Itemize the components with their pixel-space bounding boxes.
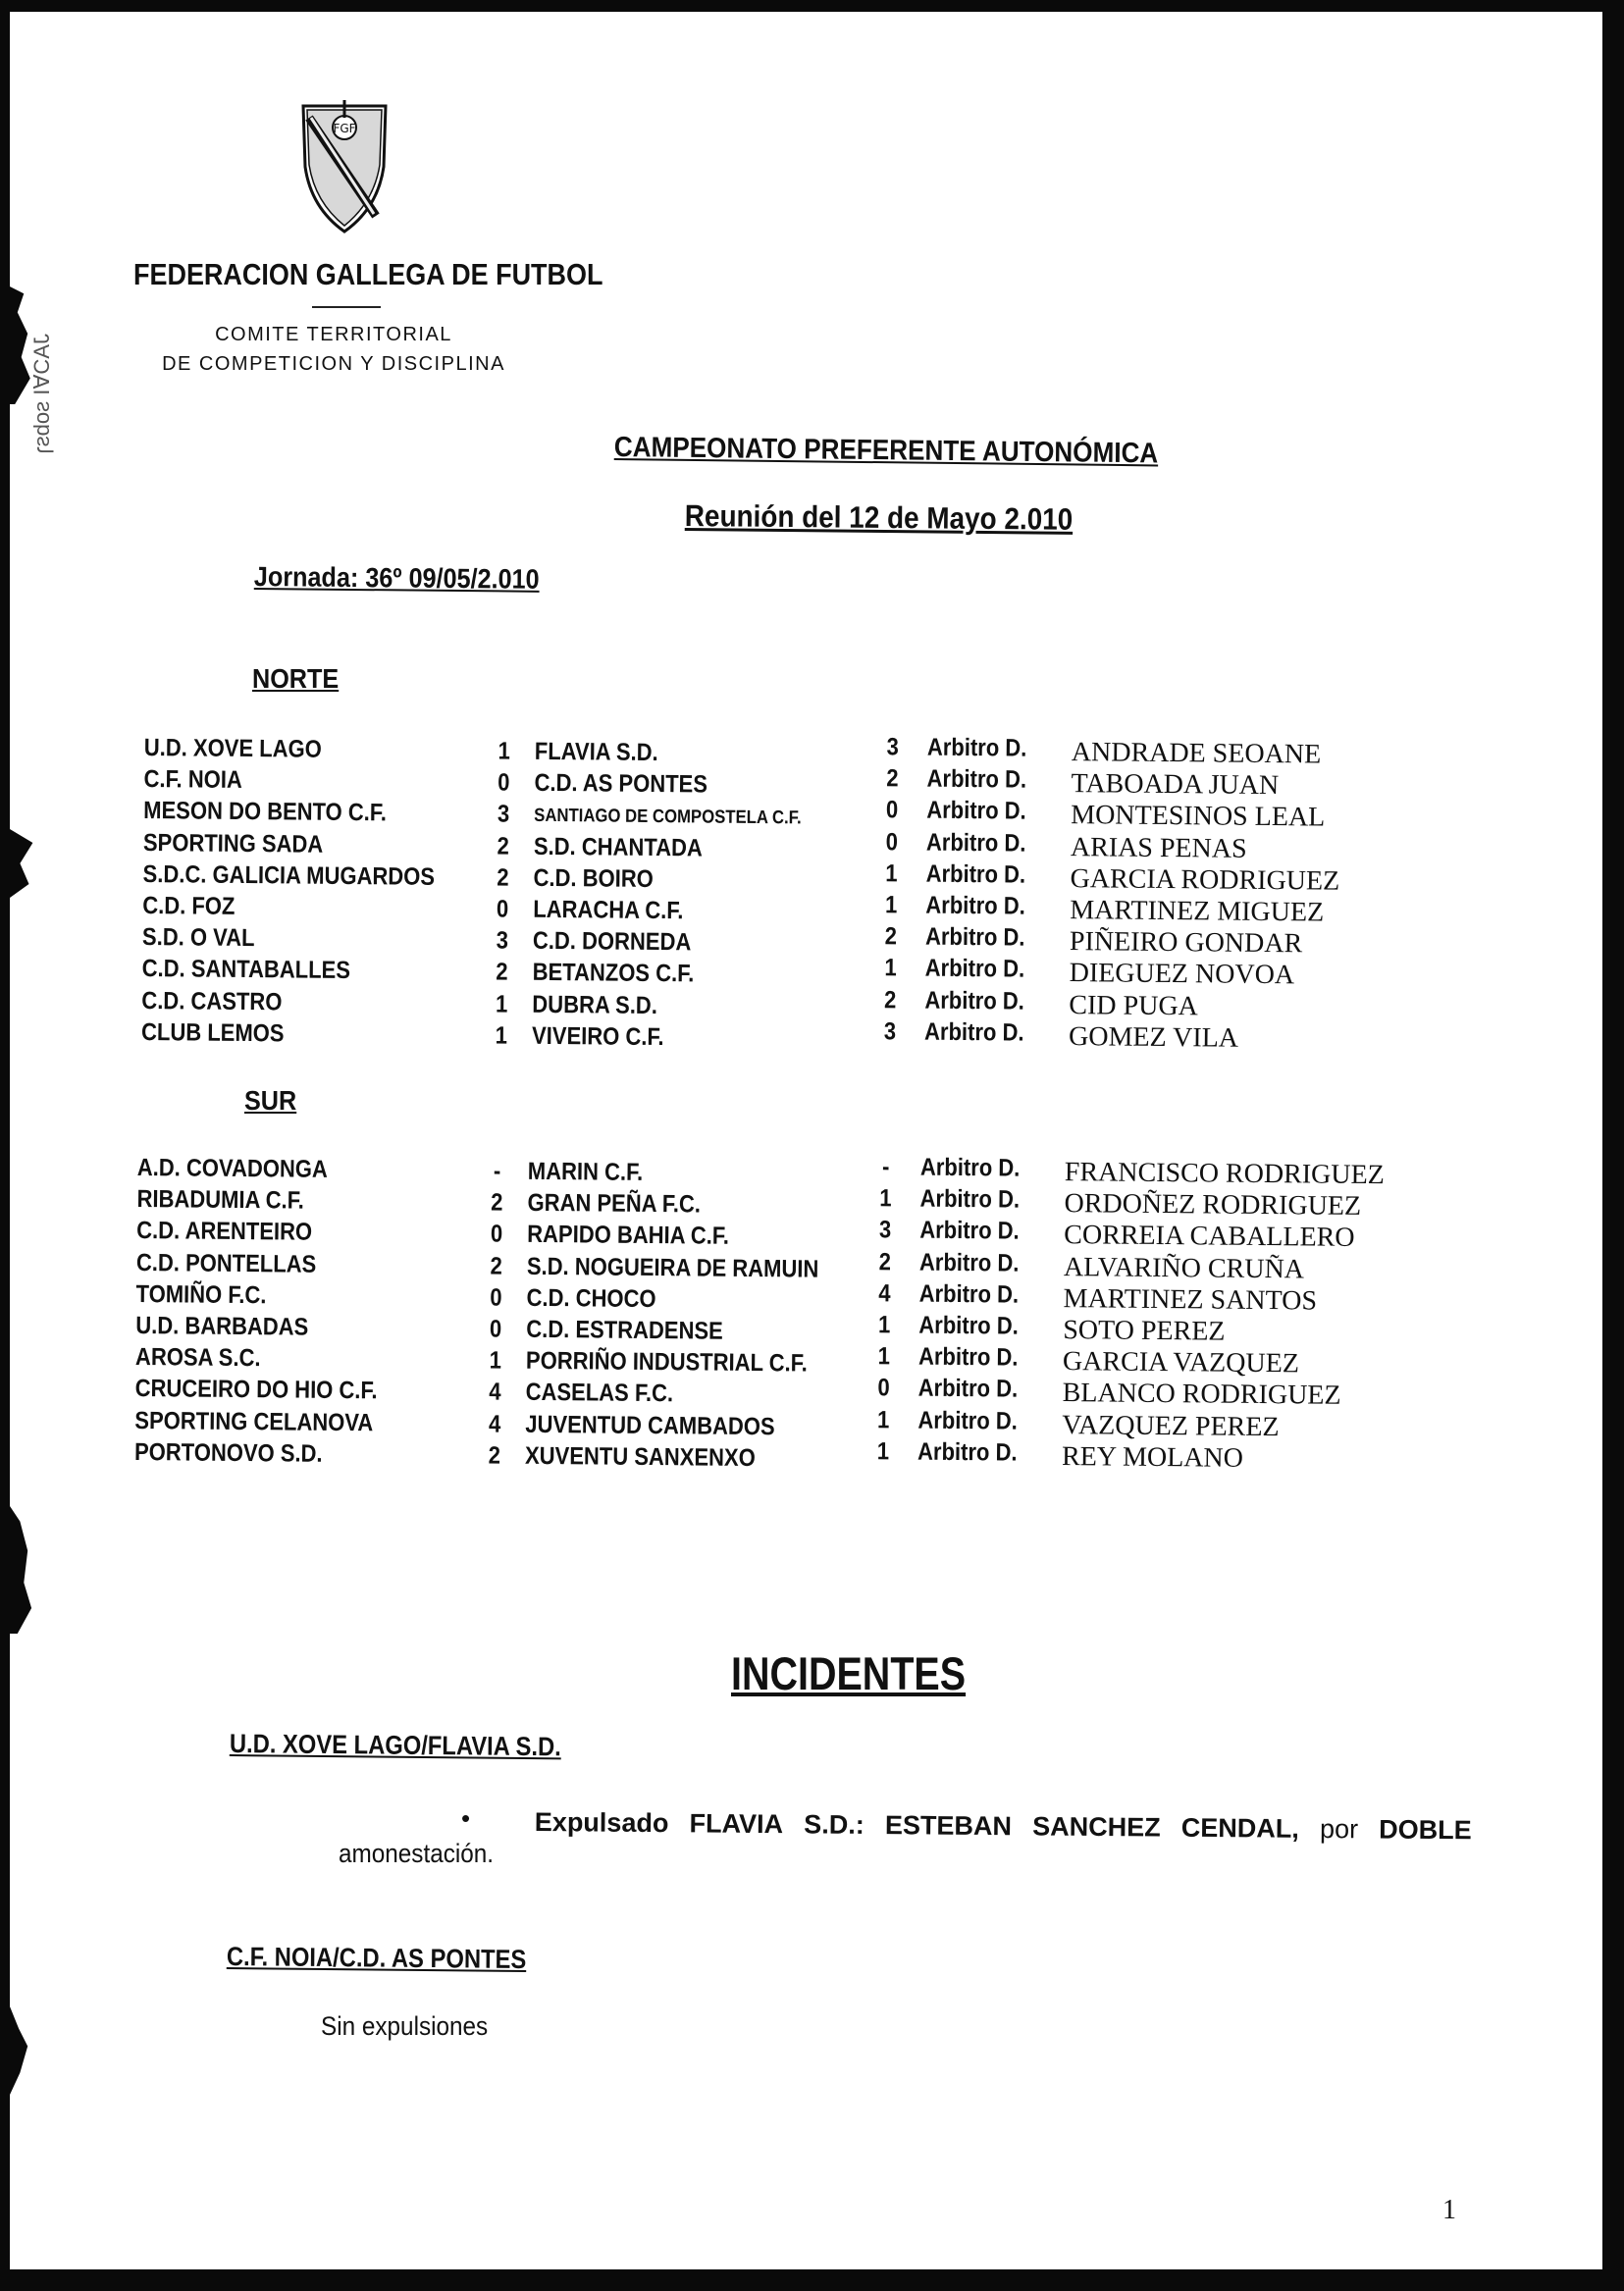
referee-name: ANDRADE SEOANE xyxy=(1071,737,1322,770)
away-team: VIVEIRO C.F. xyxy=(531,1021,664,1051)
away-goals: 1 xyxy=(876,1405,890,1433)
incident-text-continuation: amonestación. xyxy=(339,1839,495,1868)
away-team: DUBRA S.D. xyxy=(532,990,658,1019)
home-team: C.D. CASTRO xyxy=(141,986,283,1015)
svg-text:FGF: FGF xyxy=(333,122,356,135)
referee-name: SOTO PEREZ xyxy=(1063,1315,1226,1347)
away-goals: 1 xyxy=(884,954,897,982)
home-team: S.D. O VAL xyxy=(141,923,255,953)
referee-name: GARCIA VAZQUEZ xyxy=(1062,1346,1300,1380)
away-goals: 2 xyxy=(886,764,899,793)
meeting-date: Reunión del 12 de Mayo 2.010 xyxy=(684,498,1074,537)
home-team: CRUCEIRO DO HIO C.F. xyxy=(134,1375,378,1405)
referee-label: Arbitro D. xyxy=(924,954,1025,983)
section-title-norte: NORTE xyxy=(252,663,340,694)
home-team: PORTONOVO S.D. xyxy=(133,1437,323,1468)
referee-label: Arbitro D. xyxy=(917,1406,1019,1435)
away-team: CASELAS F.C. xyxy=(525,1379,674,1408)
referee-label: Arbitro D. xyxy=(919,1153,1021,1182)
result-row xyxy=(134,1438,1420,1483)
away-goals: 1 xyxy=(877,1311,891,1339)
referee-label: Arbitro D. xyxy=(917,1342,1019,1372)
home-goals: 2 xyxy=(496,958,508,986)
away-team: S.D. CHANTADA xyxy=(533,832,703,862)
away-goals: 1 xyxy=(884,891,898,919)
matchday: Jornada: 36º 09/05/2.010 xyxy=(253,561,540,595)
away-team: GRAN PEÑA F.C. xyxy=(527,1189,702,1219)
referee-label: Arbitro D. xyxy=(926,733,1027,762)
away-goals: 3 xyxy=(878,1216,892,1244)
home-goals: 1 xyxy=(495,989,508,1018)
committee-name xyxy=(128,320,540,379)
referee-label: Arbitro D. xyxy=(925,891,1025,920)
referee-name: ALVARIÑO CRUÑA xyxy=(1063,1251,1305,1284)
referee-name: MONTESINOS LEAL xyxy=(1071,800,1326,833)
away-team: S.D. NOGUEIRA DE RAMUIN xyxy=(526,1252,819,1283)
referee-name: TABOADA JUAN xyxy=(1071,768,1280,802)
away-goals: 3 xyxy=(886,733,899,761)
referee-name: ORDOÑEZ RODRIGUEZ xyxy=(1064,1188,1362,1223)
referee-name: VAZQUEZ PEREZ xyxy=(1062,1409,1280,1442)
referee-name: MARTINEZ MIGUEZ xyxy=(1070,895,1325,928)
home-goals: 0 xyxy=(496,895,509,923)
section-title-sur: SUR xyxy=(244,1085,297,1116)
home-team: MESON DO BENTO C.F. xyxy=(143,797,388,827)
home-team: CLUB LEMOS xyxy=(140,1017,285,1048)
home-goals: 2 xyxy=(488,1441,501,1470)
away-team: RAPIDO BAHIA C.F. xyxy=(527,1221,730,1251)
referee-name: FRANCISCO RODRIGUEZ xyxy=(1064,1157,1385,1191)
home-team: SPORTING SADA xyxy=(142,828,324,859)
incident-match-heading: C.F. NOIA/C.D. AS PONTES xyxy=(226,1942,527,1975)
home-team: RIBADUMIA C.F. xyxy=(136,1185,304,1215)
incident-word: DOBLE xyxy=(1379,1814,1472,1846)
federation-crest-logo xyxy=(299,98,390,235)
away-team: C.D. AS PONTES xyxy=(534,769,708,799)
away-team: BETANZOS C.F. xyxy=(532,959,695,988)
away-team: C.D. CHOCO xyxy=(526,1283,656,1313)
referee-name: CID PUGA xyxy=(1069,989,1199,1021)
referee-name: DIEGUEZ NOVOA xyxy=(1069,958,1295,991)
committee-line-1: COMITE TERRITORIAL xyxy=(215,324,452,345)
home-team: SPORTING CELANOVA xyxy=(134,1406,374,1436)
away-goals: 1 xyxy=(879,1184,892,1213)
result-row xyxy=(141,1018,1417,1063)
away-goals: 1 xyxy=(885,859,898,888)
home-team: C.D. SANTABALLES xyxy=(141,955,351,985)
referee-name: REY MOLANO xyxy=(1061,1440,1244,1474)
away-goals: 2 xyxy=(884,922,898,951)
home-goals: 1 xyxy=(489,1346,502,1375)
incident-word: FLAVIA xyxy=(689,1808,784,1840)
away-goals: 0 xyxy=(885,827,899,856)
referee-label: Arbitro D. xyxy=(917,1374,1019,1403)
home-goals: 4 xyxy=(488,1409,501,1438)
referee-label: Arbitro D. xyxy=(918,1279,1020,1309)
home-goals: 2 xyxy=(497,832,509,860)
referee-label: Arbitro D. xyxy=(923,1017,1024,1047)
incident-word: CENDAL, xyxy=(1180,1812,1299,1844)
home-goals: 2 xyxy=(491,1188,503,1217)
home-goals: 0 xyxy=(489,1315,502,1343)
away-team: LARACHA C.F. xyxy=(533,895,684,925)
home-goals: 2 xyxy=(490,1252,502,1280)
home-goals: 3 xyxy=(496,926,509,955)
referee-label: Arbitro D. xyxy=(926,797,1026,826)
home-team: TOMIÑO F.C. xyxy=(135,1279,267,1310)
referee-name: PIÑEIRO GONDAR xyxy=(1069,926,1303,960)
home-team: C.D. FOZ xyxy=(142,891,236,920)
referee-name: ARIAS PENAS xyxy=(1070,831,1247,864)
home-team: S.D.C. GALICIA MUGARDOS xyxy=(142,859,436,891)
incident-match-heading: U.D. XOVE LAGO/FLAVIA S.D. xyxy=(229,1729,561,1762)
away-team: JUVENTUD CAMBADOS xyxy=(525,1410,775,1440)
referee-name: MARTINEZ SANTOS xyxy=(1063,1282,1318,1317)
incident-word: Expulsado xyxy=(534,1807,669,1839)
home-goals: 0 xyxy=(498,768,510,797)
referee-label: Arbitro D. xyxy=(918,1248,1020,1277)
referee-label: Arbitro D. xyxy=(917,1437,1018,1467)
referee-name: BLANCO RODRIGUEZ xyxy=(1062,1378,1341,1412)
referee-name: GOMEZ VILA xyxy=(1068,1020,1239,1054)
home-team: AROSA S.C. xyxy=(134,1343,261,1373)
home-team: A.D. COVADONGA xyxy=(136,1154,328,1183)
referee-name: CORREIA CABALLERO xyxy=(1064,1220,1355,1254)
divider xyxy=(312,306,381,308)
organization-name: FEDERACION GALLEGA DE FUTBOL xyxy=(133,257,603,291)
side-stamp: JAƆ∀I sobsɿ xyxy=(29,334,54,454)
away-goals: 1 xyxy=(877,1342,891,1371)
page-number: 1 xyxy=(1442,2195,1456,2225)
referee-label: Arbitro D. xyxy=(925,828,1026,858)
bullet-icon: • xyxy=(461,1803,471,1833)
away-goals: 1 xyxy=(876,1436,890,1466)
away-team: C.D. BOIRO xyxy=(533,863,654,893)
home-goals: 0 xyxy=(490,1220,503,1248)
referee-name: GARCIA RODRIGUEZ xyxy=(1070,862,1340,897)
referee-label: Arbitro D. xyxy=(918,1311,1019,1340)
away-goals: - xyxy=(881,1153,890,1181)
home-goals: 0 xyxy=(490,1283,502,1312)
home-goals: 1 xyxy=(498,737,510,765)
home-goals: 3 xyxy=(497,800,510,828)
incident-text xyxy=(535,1807,1472,1846)
away-goals: 2 xyxy=(883,985,897,1014)
incident-note: Sin expulsiones xyxy=(321,2011,489,2041)
results-table-norte xyxy=(141,734,1420,1062)
torn-edge xyxy=(10,829,35,898)
referee-label: Arbitro D. xyxy=(919,1217,1020,1246)
home-goals: 4 xyxy=(489,1378,501,1406)
torn-edge xyxy=(10,2006,35,2095)
incident-word: ESTEBAN xyxy=(884,1810,1013,1842)
away-team: XUVENTU SANXENXO xyxy=(524,1441,756,1472)
away-team: FLAVIA S.D. xyxy=(534,737,658,767)
torn-edge xyxy=(10,1506,35,1634)
incident-word: por xyxy=(1319,1813,1359,1845)
away-team: SANTIAGO DE COMPOSTELA C.F. xyxy=(534,806,802,829)
away-goals: 3 xyxy=(883,1016,897,1046)
incidents-title: INCIDENTES xyxy=(731,1647,967,1699)
away-goals: 4 xyxy=(878,1279,891,1308)
referee-label: Arbitro D. xyxy=(924,986,1025,1015)
home-goals: 2 xyxy=(497,863,509,892)
home-goals: - xyxy=(493,1157,501,1185)
home-team: U.D. XOVE LAGO xyxy=(143,734,322,763)
away-team: MARIN C.F. xyxy=(527,1157,644,1186)
home-team: C.F. NOIA xyxy=(143,765,242,795)
away-team: C.D. DORNEDA xyxy=(532,926,692,957)
referee-label: Arbitro D. xyxy=(926,764,1027,794)
referee-label: Arbitro D. xyxy=(919,1184,1021,1214)
referee-label: Arbitro D. xyxy=(924,922,1025,952)
home-team: C.D. PONTELLAS xyxy=(135,1248,317,1278)
away-team: C.D. ESTRADENSE xyxy=(526,1315,723,1345)
home-team: C.D. ARENTEIRO xyxy=(136,1217,313,1247)
incident-word: SANCHEZ xyxy=(1032,1811,1161,1843)
championship-title: CAMPEONATO PREFERENTE AUTONÓMICA xyxy=(613,432,1159,470)
away-goals: 0 xyxy=(877,1374,890,1402)
away-goals: 0 xyxy=(885,796,899,824)
away-team: PORRIÑO INDUSTRIAL C.F. xyxy=(525,1346,808,1378)
incident-word: S.D.: xyxy=(804,1809,864,1840)
home-goals: 1 xyxy=(495,1021,508,1050)
home-team: U.D. BARBADAS xyxy=(135,1311,309,1341)
committee-line-2: DE COMPETICION Y DISCIPLINA xyxy=(162,353,505,375)
away-goals: 2 xyxy=(878,1247,892,1276)
results-table-sur xyxy=(134,1154,1423,1482)
referee-label: Arbitro D. xyxy=(925,859,1026,889)
